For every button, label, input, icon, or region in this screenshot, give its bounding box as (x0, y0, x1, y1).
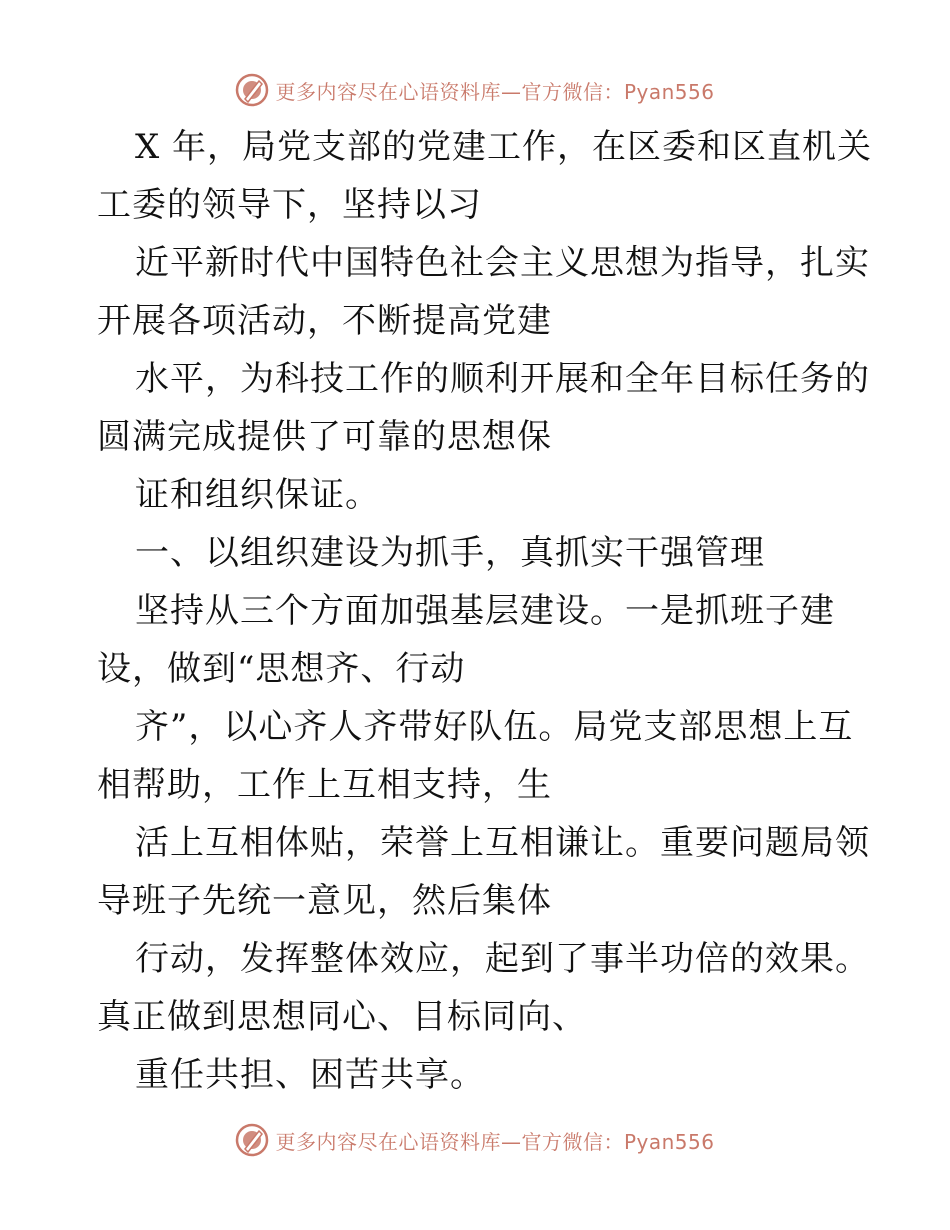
body-line: 水平，为科技工作的顺利开展和全年目标任务的 (135, 359, 870, 399)
body-line: 圆满完成提供了可靠的思想保 (97, 417, 552, 457)
footer-banner (0, 1122, 950, 1158)
body-line: X 年，局党支部的党建工作，在区委和区直机关 (135, 127, 873, 167)
pen-seal-logo-icon (235, 1123, 269, 1157)
body-line: 近平新时代中国特色社会主义思想为指导，扎实 (135, 243, 870, 283)
body-line: 工委的领导下，坚持以习 (97, 185, 482, 225)
body-line: 相帮助，工作上互相支持，生 (97, 765, 552, 805)
body-line: 坚持从三个方面加强基层建设。一是抓班子建 (135, 591, 835, 631)
header-banner (0, 72, 950, 108)
body-line: 活上互相体贴，荣誉上互相谦让。重要问题局领 (135, 823, 870, 863)
body-line: 开展各项活动，不断提高党建 (97, 301, 552, 341)
header-banner-text: 更多内容尽在心语资料库—官方微信：Pyan556 (275, 79, 715, 104)
body-line: 证和组织保证。 (135, 475, 380, 515)
body-line: 重任共担、困苦共享。 (135, 1055, 485, 1095)
pen-seal-logo-icon (235, 73, 269, 107)
body-line: 齐”，以心齐人齐带好队伍。局党支部思想上互 (135, 707, 854, 747)
body-line: 设，做到“思想齐、行动 (97, 649, 466, 689)
body-line: 行动，发挥整体效应，起到了事半功倍的效果。 (135, 939, 870, 979)
footer-banner-text: 更多内容尽在心语资料库—官方微信：Pyan556 (275, 1129, 715, 1154)
body-line: 导班子先统一意见，然后集体 (97, 881, 552, 921)
section-heading: 一、以组织建设为抓手，真抓实干强管理 (135, 533, 765, 573)
body-line: 真正做到思想同心、目标同向、 (97, 997, 587, 1037)
document-body (97, 118, 873, 1104)
